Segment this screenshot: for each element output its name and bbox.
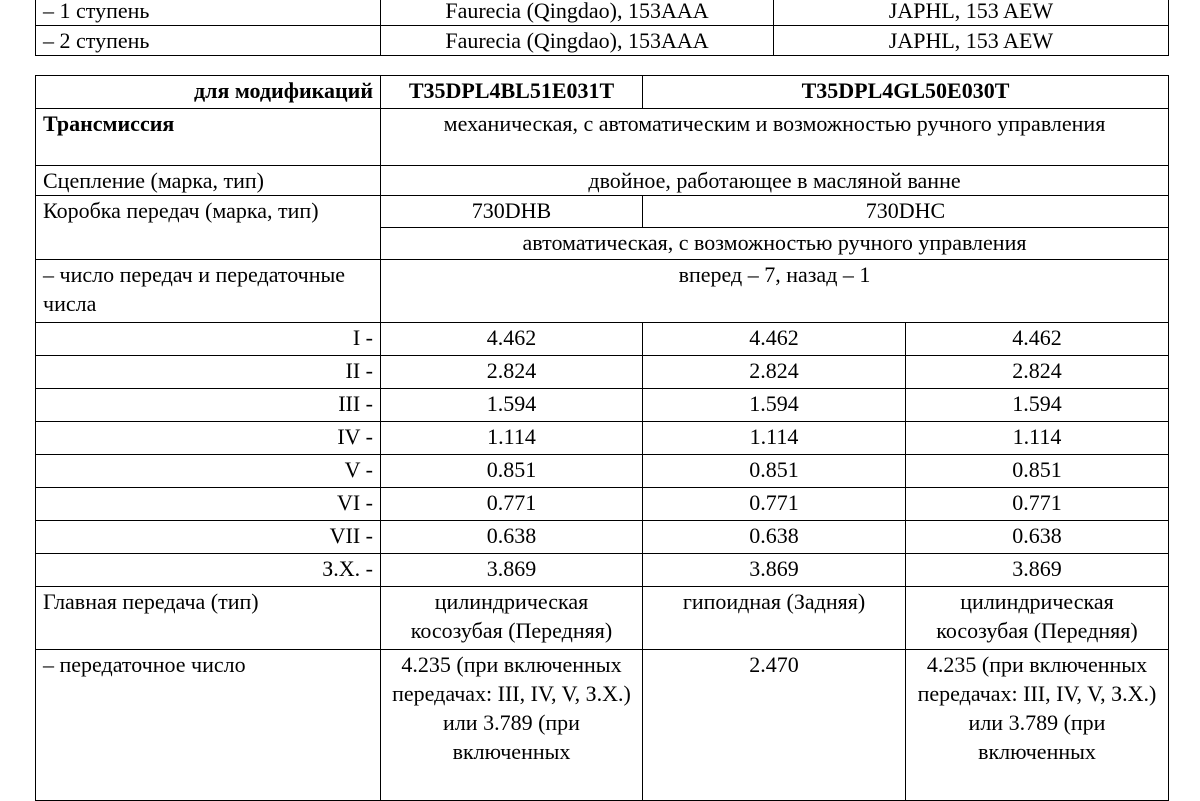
header-label: для модификаций [36, 76, 381, 109]
table-cell: автоматическая, с возможностью ручного управления [381, 228, 1169, 260]
table-cell: 0.638 [906, 521, 1169, 554]
table-cell: 0.771 [643, 488, 906, 521]
table-cell: 1.114 [381, 422, 643, 455]
table-row [36, 422, 1169, 455]
row-label: Коробка передач (марка, тип) [36, 196, 381, 260]
table-cell: механическая, с автоматическим и возможностью ручного управления [381, 109, 1169, 166]
table-cell: 1.594 [381, 389, 643, 422]
row-label: Главная передача (тип) [36, 587, 381, 650]
table-row [36, 323, 1169, 356]
table-cell: 0.851 [381, 455, 643, 488]
table-row [36, 488, 1169, 521]
table-cell: 730DHB [381, 196, 643, 228]
table-row [36, 0, 1169, 26]
table-cell: 4.462 [643, 323, 906, 356]
header-mod2: T35DPL4GL50E030T [643, 76, 1169, 109]
gear-label: II - [36, 356, 381, 389]
table-cell: гипоидная (Задняя) [643, 587, 906, 650]
table-row [36, 166, 1169, 196]
table-cell: 3.869 [906, 554, 1169, 587]
header-mod1: T35DPL4BL51E031T [381, 76, 643, 109]
table-cell: 0.851 [643, 455, 906, 488]
gear-label: З.Х. - [36, 554, 381, 587]
table-cell: 1.594 [906, 389, 1169, 422]
table-cell: 1.114 [643, 422, 906, 455]
gear-label: I - [36, 323, 381, 356]
gear-label: VII - [36, 521, 381, 554]
table-cell: JAPHL, 153 AEW [774, 0, 1169, 26]
row-label: Трансмиссия [36, 109, 381, 166]
table-row [36, 109, 1169, 166]
table-row [36, 521, 1169, 554]
transmission-spec-table [35, 75, 1169, 801]
table-row [36, 554, 1169, 587]
table-cell: цилиндрическая косозубая (Передняя) [381, 587, 643, 650]
table-cell: 0.771 [906, 488, 1169, 521]
gear-label: IV - [36, 422, 381, 455]
table-cell: двойное, работающее в масляной ванне [381, 166, 1169, 196]
table-row [36, 356, 1169, 389]
table-cell: 4.235 (при включенных передачах: III, IV, V, З.Х.) или 3.789 (при включенных [381, 650, 643, 801]
gear-label: V - [36, 455, 381, 488]
table-cell: 3.869 [643, 554, 906, 587]
table-cell: JAPHL, 153 AEW [774, 26, 1169, 56]
row-label: Сцепление (марка, тип) [36, 166, 381, 196]
table-cell: 730DHC [643, 196, 1169, 228]
table-row [36, 260, 1169, 323]
table-cell: 0.638 [381, 521, 643, 554]
row-label: – передаточное число [36, 650, 381, 801]
table-cell: 0.771 [381, 488, 643, 521]
upper-spec-table [35, 0, 1169, 56]
table-cell: Faurecia (Qingdao), 153AAA [381, 0, 774, 26]
table-row [36, 389, 1169, 422]
table-row [36, 26, 1169, 56]
table-cell: 4.235 (при включенных передачах: III, IV, V, З.Х.) или 3.789 (при включенных [906, 650, 1169, 801]
row-label: – число передач и передаточные числа [36, 260, 381, 323]
table-cell: 4.462 [906, 323, 1169, 356]
table-cell: цилиндрическая косозубая (Передняя) [906, 587, 1169, 650]
table-cell: 0.638 [643, 521, 906, 554]
table-cell: 2.470 [643, 650, 906, 801]
table-row [36, 587, 1169, 650]
gear-label: VI - [36, 488, 381, 521]
table-cell: 4.462 [381, 323, 643, 356]
table-cell: Faurecia (Qingdao), 153AAA [381, 26, 774, 56]
table-cell: 1.114 [906, 422, 1169, 455]
header-row [36, 76, 1169, 109]
table-row [36, 650, 1169, 801]
table-row [36, 196, 1169, 228]
table-cell: 2.824 [381, 356, 643, 389]
table-cell: 2.824 [643, 356, 906, 389]
table-cell: вперед – 7, назад – 1 [381, 260, 1169, 323]
table-cell: 1.594 [643, 389, 906, 422]
table-cell: 2.824 [906, 356, 1169, 389]
gear-label: III - [36, 389, 381, 422]
table-cell: 0.851 [906, 455, 1169, 488]
table-row [36, 455, 1169, 488]
row-label: – 1 ступень [36, 0, 381, 26]
row-label: – 2 ступень [36, 26, 381, 56]
table-cell: 3.869 [381, 554, 643, 587]
